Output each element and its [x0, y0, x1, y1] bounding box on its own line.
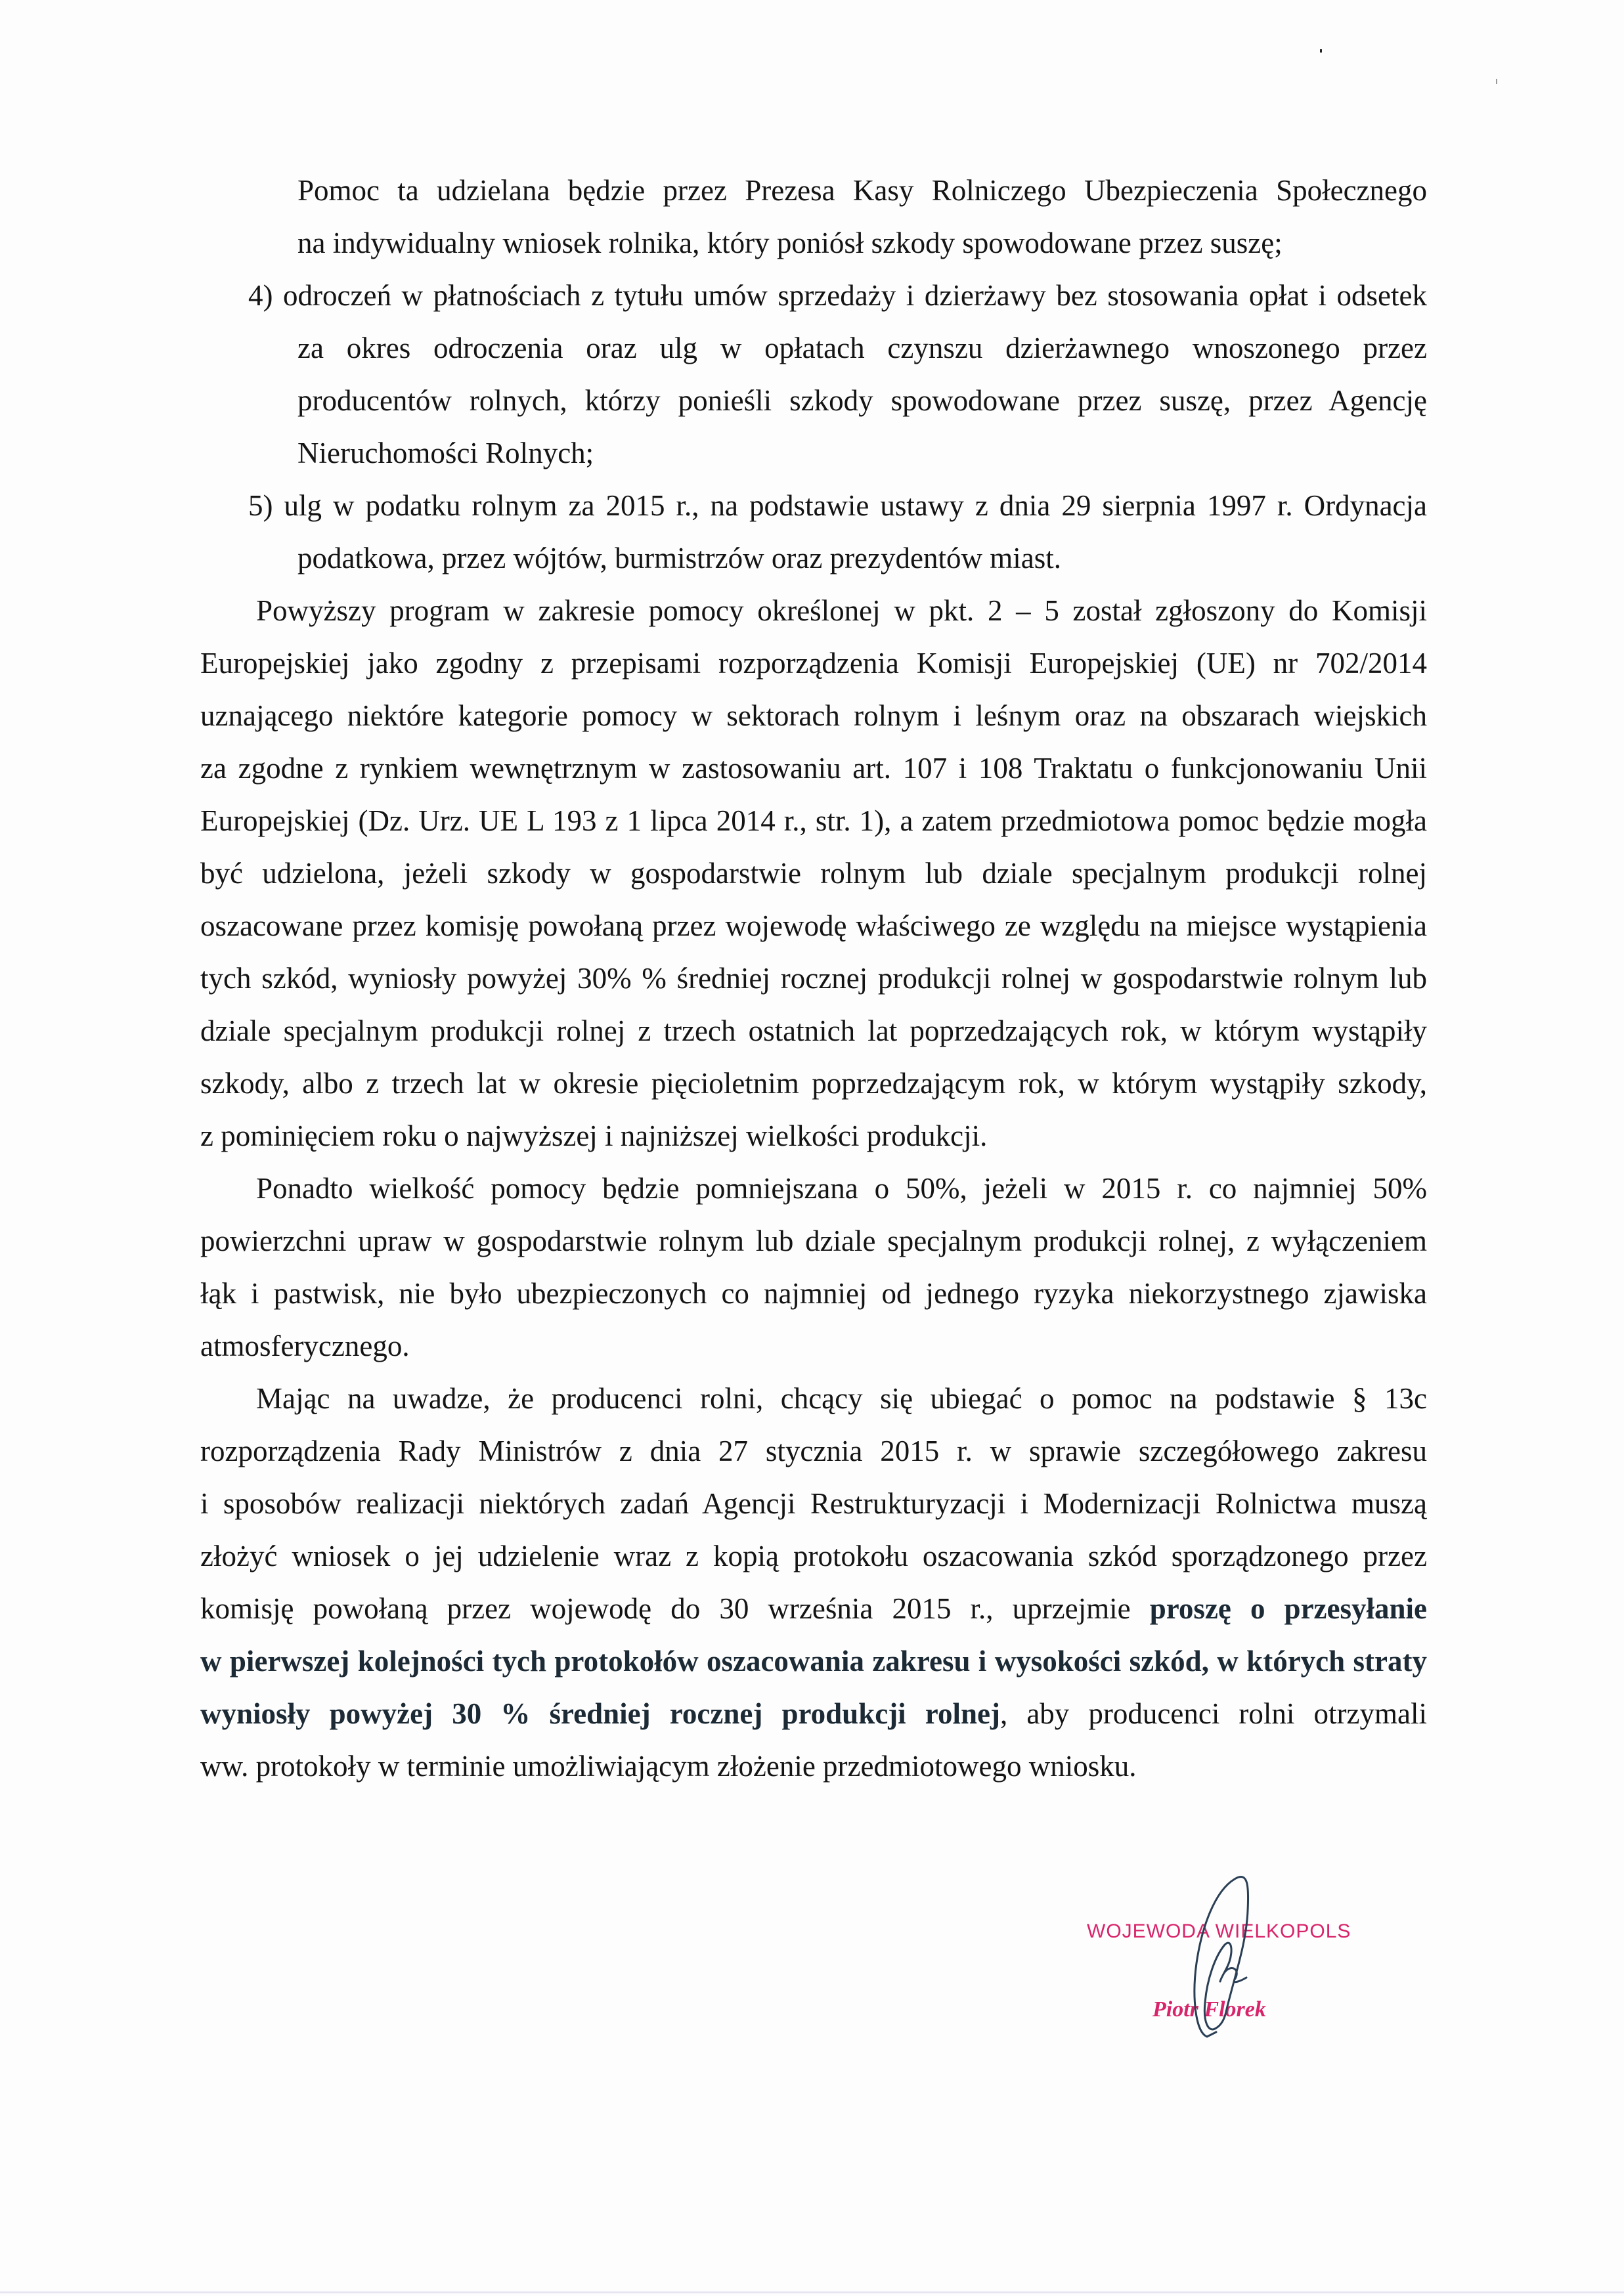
text-line [297, 217, 1427, 269]
line-text: komisję powołaną przez wojewodę do 30 września 2015 r., uprzejmie [200, 1592, 1150, 1625]
text-line [200, 742, 1427, 794]
scan-edge-line [0, 2291, 1624, 2293]
line-text: być udzielona, jeżeli szkody w gospodarstwie rolnym lub dziale specjalnym produkcji rolnej [200, 857, 1427, 890]
handwritten-signature-icon [1169, 1865, 1287, 2042]
line-text: Ponadto wielkość pomocy będzie pomniejszana o 50%, jeżeli w 2015 r. co najmniej 50% [256, 1172, 1427, 1205]
text-line [200, 1215, 1427, 1267]
official-stamp-title: WOJEWODA WIELKOPOLS [1087, 1920, 1351, 1942]
text-line [200, 1057, 1427, 1110]
bold-emphasis: proszę o przesyłanie [1149, 1592, 1427, 1625]
official-stamp-name: Piotr Florek [1152, 1997, 1266, 2022]
bold-emphasis: w pierwszej kolejności tych protokołów oszacowania zakresu i wysokości szkód, w których straty [200, 1645, 1427, 1678]
line-text: z pominięciem roku o najwyższej i najniższej wielkości produkcji. [200, 1119, 988, 1152]
line-text: za okres odroczenia oraz ulg w opłatach czynszu dzierżawnego wnoszonego przez [297, 332, 1427, 364]
line-text: dziale specjalnym produkcji rolnej z trzech ostatnich lat poprzedzających rok, w którym wystąpiły [200, 1014, 1427, 1047]
line-text: , aby producenci rolni otrzymali [999, 1697, 1427, 1730]
line-text: oszacowane przez komisję powołaną przez wojewodę właściwego ze względu na miejsce wystąpienia [200, 909, 1427, 942]
bold-emphasis: wyniosły powyżej 30 % średniej rocznej produkcji rolnej [200, 1697, 1000, 1730]
text-line [200, 794, 1427, 847]
text-line [200, 1267, 1427, 1320]
text-line [200, 899, 1427, 952]
line-text: Pomoc ta udzielana będzie przez Prezesa Kasy Rolniczego Ubezpieczenia Społecznego [297, 174, 1427, 207]
line-text: szkody, albo z trzech lat w okresie pięcioletnim poprzedzającym rok, w którym wystąpiły szkody, [200, 1067, 1427, 1100]
line-text: i sposobów realizacji niektórych zadań Agencji Restrukturyzacji i Modernizacji Rolnictwa muszą [200, 1487, 1427, 1520]
text-line [200, 689, 1427, 742]
text-line [256, 1372, 1427, 1425]
text-line [297, 322, 1427, 374]
text-line [200, 1740, 1427, 1792]
line-text: złożyć wniosek o jej udzielenie wraz z kopią protokołu oszacowania szkód sporządzonego przez [200, 1540, 1427, 1572]
line-text: tych szkód, wyniosły powyżej 30% % średniej rocznej produkcji rolnej w gospodarstwie rolnym lub [200, 962, 1427, 995]
line-text: Mając na uwadze, że producenci rolni, chcący się ubiegać o pomoc na podstawie § 13c [256, 1382, 1427, 1415]
text-line [297, 374, 1427, 427]
text-line [200, 1530, 1427, 1582]
text-line [200, 1425, 1427, 1477]
text-line [200, 1687, 1427, 1740]
line-text: producentów rolnych, którzy ponieśli szkody spowodowane przez suszę, przez Agencję [297, 384, 1427, 417]
text-line [200, 1477, 1427, 1530]
text-line [200, 952, 1427, 1005]
line-text: 5) ulg w podatku rolnym za 2015 r., na podstawie ustawy z dnia 29 sierpnia 1997 r. Ordynacja [248, 489, 1427, 522]
text-line [256, 584, 1427, 637]
text-line [297, 164, 1427, 217]
letter-body [200, 164, 1427, 1792]
text-line [200, 847, 1427, 899]
line-text: podatkowa, przez wójtów, burmistrzów oraz prezydentów miast. [297, 542, 1061, 574]
line-text: na indywidualny wniosek rolnika, który poniósł szkody spowodowane przez suszę; [297, 227, 1283, 259]
line-text: powierzchni upraw w gospodarstwie rolnym lub dziale specjalnym produkcji rolnej, z wyłączeniem [200, 1224, 1427, 1257]
text-line [297, 532, 1427, 584]
line-text: Nieruchomości Rolnych; [297, 437, 594, 469]
scan-speck [1320, 49, 1322, 53]
line-text: za zgodne z rynkiem wewnętrznym w zastosowaniu art. 107 i 108 Traktatu o funkcjonowaniu Unii [200, 752, 1427, 785]
text-line [248, 269, 1427, 322]
line-text: ww. protokoły w terminie umożliwiającym złożenie przedmiotowego wniosku. [200, 1750, 1137, 1783]
line-text: łąk i pastwisk, nie było ubezpieczonych co najmniej od jednego ryzyka niekorzystnego zjawiska [200, 1277, 1427, 1310]
line-text: Europejskiej jako zgodny z przepisami rozporządzenia Komisji Europejskiej (UE) nr 702/2014 [200, 647, 1427, 680]
text-line [200, 1635, 1427, 1687]
text-line [297, 427, 1427, 479]
text-line [248, 479, 1427, 532]
scan-speck [1496, 79, 1497, 84]
text-line [256, 1162, 1427, 1215]
text-line [200, 637, 1427, 689]
line-text: rozporządzenia Rady Ministrów z dnia 27 stycznia 2015 r. w sprawie szczegółowego zakresu [200, 1435, 1427, 1467]
line-text: uznającego niektóre kategorie pomocy w sektorach rolnym i leśnym oraz na obszarach wiejskich [200, 699, 1427, 732]
line-text: atmosferycznego. [200, 1330, 410, 1362]
text-line [200, 1320, 1427, 1372]
text-line [200, 1582, 1427, 1635]
text-line [200, 1005, 1427, 1057]
line-text: 4) odroczeń w płatnościach z tytułu umów sprzedaży i dzierżawy bez stosowania opłat i odsetek [248, 279, 1427, 312]
line-text: Powyższy program w zakresie pomocy określonej w pkt. 2 – 5 został zgłoszony do Komisji [256, 594, 1427, 627]
line-text: Europejskiej (Dz. Urz. UE L 193 z 1 lipca 2014 r., str. 1), a zatem przedmiotowa pomoc będzie mogła [200, 804, 1427, 837]
text-line [200, 1110, 1427, 1162]
